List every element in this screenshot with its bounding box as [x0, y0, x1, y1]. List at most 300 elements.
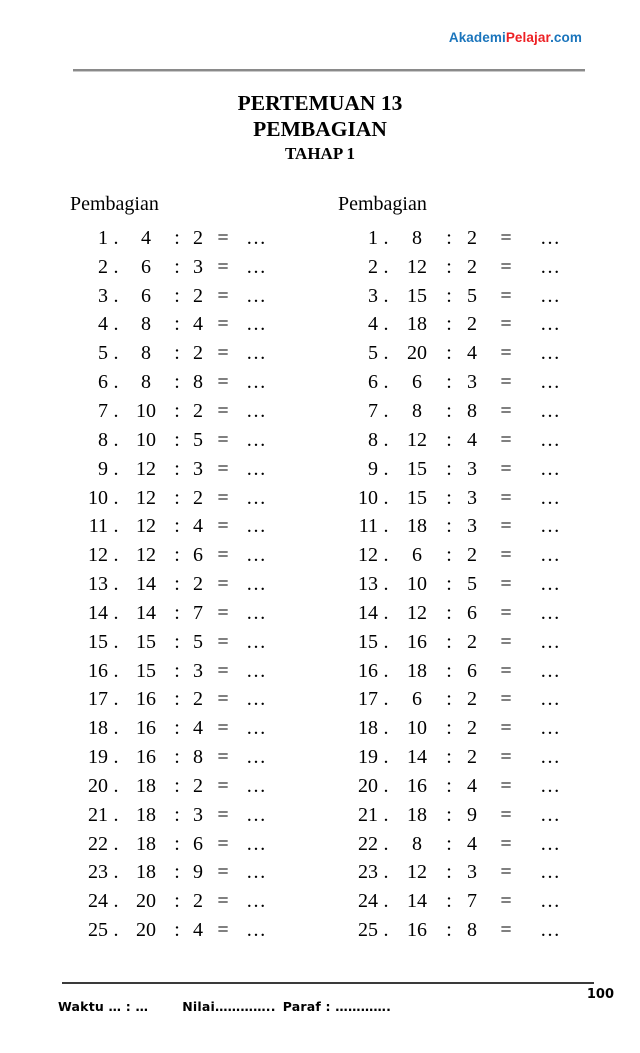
number-separator: . [113, 313, 119, 336]
number-separator: . [383, 832, 389, 855]
number-separator: . [113, 226, 119, 249]
answer-blank: … [540, 890, 562, 913]
answer-blank: … [246, 659, 268, 682]
equals-sign: = [500, 515, 512, 538]
footer-paraf-field: Paraf : …………. [282, 999, 392, 1014]
problem-number: 4 [98, 313, 108, 336]
divisor: 8 [193, 746, 203, 769]
equals-sign: = [217, 399, 229, 422]
divisor: 3 [467, 457, 477, 480]
number-separator: . [383, 630, 389, 653]
dividend: 14 [407, 890, 427, 913]
dividend: 12 [407, 861, 427, 884]
answer-blank: … [540, 428, 562, 451]
dividend: 18 [407, 659, 427, 682]
number-separator: . [383, 688, 389, 711]
problem-row [70, 743, 280, 772]
dividend: 15 [407, 457, 427, 480]
problem-row [338, 541, 574, 570]
equals-sign: = [217, 746, 229, 769]
equals-sign: = [217, 688, 229, 711]
division-sign: : [174, 255, 180, 278]
problem-row [70, 426, 280, 455]
divisor: 3 [467, 486, 477, 509]
problem-number: 7 [98, 399, 108, 422]
dividend: 20 [407, 342, 427, 365]
divisor: 2 [193, 399, 203, 422]
equals-sign: = [217, 342, 229, 365]
answer-blank: … [246, 284, 268, 307]
number-separator: . [113, 919, 119, 942]
problem-number: 21 [88, 803, 108, 826]
problem-number: 10 [358, 486, 378, 509]
answer-blank: … [246, 573, 268, 596]
dividend: 12 [407, 255, 427, 278]
answer-blank: … [540, 226, 562, 249]
equals-sign: = [500, 717, 512, 740]
divisor: 4 [467, 832, 477, 855]
divisor: 8 [467, 399, 477, 422]
dividend: 18 [407, 313, 427, 336]
number-separator: . [113, 717, 119, 740]
divisor: 2 [467, 630, 477, 653]
division-sign: : [174, 399, 180, 422]
problem-number: 19 [88, 746, 108, 769]
dividend: 6 [412, 688, 422, 711]
number-separator: . [113, 659, 119, 682]
division-sign: : [446, 774, 452, 797]
dividend: 14 [136, 601, 156, 624]
problem-number: 19 [358, 746, 378, 769]
problem-row [70, 887, 280, 916]
answer-blank: … [246, 630, 268, 653]
divisor: 2 [467, 544, 477, 567]
number-separator: . [383, 284, 389, 307]
dividend: 20 [136, 890, 156, 913]
equals-sign: = [217, 861, 229, 884]
problem-row [70, 599, 280, 628]
dividend: 16 [407, 774, 427, 797]
division-sign: : [446, 746, 452, 769]
answer-blank: … [540, 861, 562, 884]
answer-blank: … [540, 342, 562, 365]
problem-row [338, 339, 574, 368]
problem-number: 11 [88, 515, 108, 538]
number-separator: . [383, 371, 389, 394]
answer-blank: … [246, 515, 268, 538]
division-sign: : [446, 717, 452, 740]
problem-number: 3 [98, 284, 108, 307]
division-sign: : [174, 515, 180, 538]
answer-blank: … [540, 630, 562, 653]
divisor: 3 [193, 803, 203, 826]
footer-fields [58, 999, 598, 1014]
answer-blank: … [540, 313, 562, 336]
problem-row [338, 599, 574, 628]
divisor: 5 [467, 284, 477, 307]
divisor: 2 [467, 688, 477, 711]
answer-blank: … [246, 399, 268, 422]
number-separator: . [383, 544, 389, 567]
dividend: 18 [407, 803, 427, 826]
dividend: 16 [136, 717, 156, 740]
dividend: 12 [407, 428, 427, 451]
problem-row [338, 887, 574, 916]
problem-row [70, 541, 280, 570]
number-separator: . [383, 399, 389, 422]
equals-sign: = [217, 371, 229, 394]
number-separator: . [113, 255, 119, 278]
answer-blank: … [540, 688, 562, 711]
dividend: 20 [136, 919, 156, 942]
equals-sign: = [500, 746, 512, 769]
division-sign: : [446, 399, 452, 422]
division-sign: : [446, 486, 452, 509]
number-separator: . [113, 832, 119, 855]
equals-sign: = [500, 573, 512, 596]
problem-row [70, 455, 280, 484]
problem-row [70, 657, 280, 686]
equals-sign: = [217, 601, 229, 624]
divisor: 2 [193, 486, 203, 509]
divisor: 7 [467, 890, 477, 913]
answer-blank: … [540, 659, 562, 682]
division-sign: : [446, 313, 452, 336]
dividend: 16 [136, 688, 156, 711]
problem-number: 13 [88, 573, 108, 596]
number-separator: . [383, 601, 389, 624]
equals-sign: = [217, 890, 229, 913]
divisor: 3 [467, 861, 477, 884]
dividend: 10 [136, 428, 156, 451]
equals-sign: = [217, 255, 229, 278]
number-separator: . [113, 746, 119, 769]
equals-sign: = [500, 457, 512, 480]
equals-sign: = [217, 313, 229, 336]
division-sign: : [446, 861, 452, 884]
number-separator: . [383, 226, 389, 249]
dividend: 10 [407, 717, 427, 740]
number-separator: . [383, 313, 389, 336]
dividend: 6 [141, 284, 151, 307]
problem-number: 7 [368, 399, 378, 422]
problem-number: 13 [358, 573, 378, 596]
dividend: 8 [141, 342, 151, 365]
equals-sign: = [500, 919, 512, 942]
number-separator: . [383, 515, 389, 538]
problem-number: 12 [358, 544, 378, 567]
answer-blank: … [246, 486, 268, 509]
site-logo [449, 30, 582, 45]
number-separator: . [383, 342, 389, 365]
dividend: 18 [136, 861, 156, 884]
answer-blank: … [246, 342, 268, 365]
problem-row [70, 311, 280, 340]
division-sign: : [446, 457, 452, 480]
answer-blank: … [540, 717, 562, 740]
division-sign: : [446, 630, 452, 653]
equals-sign: = [500, 342, 512, 365]
footer-nilai-field: Nilai………….. [182, 999, 276, 1014]
footer-waktu-field: Waktu … : … [58, 999, 149, 1014]
answer-blank: … [246, 601, 268, 624]
dividend: 10 [136, 399, 156, 422]
problem-number: 22 [88, 832, 108, 855]
division-sign: : [174, 630, 180, 653]
division-sign: : [446, 688, 452, 711]
problem-row [338, 570, 574, 599]
divisor: 4 [193, 515, 203, 538]
number-separator: . [383, 428, 389, 451]
logo-part-akademi: Akademi [448, 30, 506, 45]
number-separator: . [113, 457, 119, 480]
problem-number: 6 [98, 371, 108, 394]
problem-number: 18 [358, 717, 378, 740]
divisor: 9 [193, 861, 203, 884]
problem-number: 8 [98, 428, 108, 451]
division-sign: : [174, 573, 180, 596]
divisor: 6 [467, 659, 477, 682]
division-sign: : [446, 428, 452, 451]
number-separator: . [383, 457, 389, 480]
equals-sign: = [217, 659, 229, 682]
problem-number: 16 [88, 659, 108, 682]
problem-row [338, 311, 574, 340]
answer-blank: … [540, 573, 562, 596]
divisor: 2 [467, 226, 477, 249]
problem-number: 25 [358, 919, 378, 942]
problem-number: 6 [368, 371, 378, 394]
equals-sign: = [500, 371, 512, 394]
equals-sign: = [500, 630, 512, 653]
problem-number: 1 [98, 226, 108, 249]
column-heading: Pembagian [70, 193, 159, 215]
logo-part-com: .com [550, 30, 582, 45]
problem-number: 21 [358, 803, 378, 826]
problem-number: 9 [368, 457, 378, 480]
problem-number: 24 [88, 890, 108, 913]
division-sign: : [446, 544, 452, 567]
answer-blank: … [246, 255, 268, 278]
header-divider [73, 69, 585, 72]
division-sign: : [446, 890, 452, 913]
number-separator: . [383, 255, 389, 278]
number-separator: . [383, 861, 389, 884]
number-separator: . [383, 803, 389, 826]
equals-sign: = [217, 803, 229, 826]
division-sign: : [446, 573, 452, 596]
problem-row [338, 686, 574, 715]
answer-blank: … [540, 399, 562, 422]
dividend: 6 [412, 544, 422, 567]
column-heading: Pembagian [338, 193, 427, 215]
problem-row [70, 397, 280, 426]
division-sign: : [446, 659, 452, 682]
dividend: 16 [407, 630, 427, 653]
equals-sign: = [217, 457, 229, 480]
answer-blank: … [246, 746, 268, 769]
number-separator: . [113, 544, 119, 567]
divisor: 2 [467, 717, 477, 740]
division-sign: : [446, 601, 452, 624]
dividend: 6 [141, 255, 151, 278]
dividend: 12 [136, 457, 156, 480]
divisor: 2 [467, 255, 477, 278]
division-sign: : [446, 515, 452, 538]
problem-row [338, 859, 574, 888]
problem-row [338, 368, 574, 397]
divisor: 2 [467, 746, 477, 769]
division-sign: : [174, 688, 180, 711]
division-sign: : [446, 919, 452, 942]
number-separator: . [383, 774, 389, 797]
dividend: 12 [136, 486, 156, 509]
number-separator: . [113, 342, 119, 365]
dividend: 4 [141, 226, 151, 249]
divisor: 8 [193, 371, 203, 394]
problem-number: 14 [358, 601, 378, 624]
problem-row [70, 368, 280, 397]
answer-blank: … [540, 832, 562, 855]
footer-divider [62, 982, 594, 984]
divisor: 7 [193, 601, 203, 624]
division-sign: : [174, 486, 180, 509]
problem-number: 12 [88, 544, 108, 567]
problem-row [70, 628, 280, 657]
equals-sign: = [500, 226, 512, 249]
problem-number: 4 [368, 313, 378, 336]
problem-row [338, 743, 574, 772]
divisor: 4 [467, 342, 477, 365]
equals-sign: = [217, 717, 229, 740]
equals-sign: = [500, 428, 512, 451]
answer-blank: … [246, 832, 268, 855]
divisor: 3 [467, 371, 477, 394]
division-sign: : [446, 255, 452, 278]
dividend: 12 [136, 515, 156, 538]
answer-blank: … [246, 861, 268, 884]
dividend: 12 [136, 544, 156, 567]
number-separator: . [113, 803, 119, 826]
dividend: 15 [136, 630, 156, 653]
problem-number: 18 [88, 717, 108, 740]
answer-blank: … [246, 371, 268, 394]
problem-row [338, 657, 574, 686]
title-meeting: PERTEMUAN 13 [237, 91, 403, 115]
equals-sign: = [500, 659, 512, 682]
problem-row [70, 916, 280, 945]
answer-blank: … [246, 313, 268, 336]
divisor: 3 [193, 255, 203, 278]
problem-number: 3 [368, 284, 378, 307]
problem-row [70, 512, 280, 541]
equals-sign: = [217, 486, 229, 509]
problem-number: 9 [98, 457, 108, 480]
number-separator: . [383, 659, 389, 682]
equals-sign: = [500, 313, 512, 336]
title-topic: PEMBAGIAN [253, 117, 387, 141]
number-separator: . [113, 630, 119, 653]
dividend: 6 [412, 371, 422, 394]
problem-row [70, 859, 280, 888]
problem-row [70, 253, 280, 282]
equals-sign: = [500, 544, 512, 567]
equals-sign: = [217, 919, 229, 942]
dividend: 18 [136, 774, 156, 797]
problem-number: 2 [368, 255, 378, 278]
problem-row [70, 570, 280, 599]
dividend: 12 [407, 601, 427, 624]
division-sign: : [174, 601, 180, 624]
answer-blank: … [246, 428, 268, 451]
problem-row [338, 426, 574, 455]
divisor: 4 [193, 919, 203, 942]
problem-number: 14 [88, 601, 108, 624]
dividend: 14 [136, 573, 156, 596]
answer-blank: … [540, 746, 562, 769]
problem-row [70, 339, 280, 368]
problem-row [338, 628, 574, 657]
division-sign: : [174, 803, 180, 826]
equals-sign: = [500, 832, 512, 855]
problem-number: 23 [88, 861, 108, 884]
division-sign: : [446, 226, 452, 249]
answer-blank: … [246, 457, 268, 480]
equals-sign: = [500, 803, 512, 826]
answer-blank: … [540, 803, 562, 826]
equals-sign: = [500, 601, 512, 624]
dividend: 14 [407, 746, 427, 769]
answer-blank: … [246, 688, 268, 711]
divisor: 4 [193, 313, 203, 336]
problem-number: 1 [368, 226, 378, 249]
equals-sign: = [217, 284, 229, 307]
worksheet-title [0, 91, 640, 166]
division-sign: : [174, 832, 180, 855]
dividend: 18 [136, 803, 156, 826]
dividend: 18 [407, 515, 427, 538]
problem-number: 2 [98, 255, 108, 278]
divisor: 5 [467, 573, 477, 596]
equals-sign: = [217, 428, 229, 451]
equals-sign: = [500, 688, 512, 711]
problem-row [70, 484, 280, 513]
equals-sign: = [217, 515, 229, 538]
number-separator: . [113, 601, 119, 624]
divisor: 5 [193, 428, 203, 451]
dividend: 15 [136, 659, 156, 682]
division-sign: : [174, 457, 180, 480]
divisor: 8 [467, 919, 477, 942]
number-separator: . [383, 573, 389, 596]
divisor: 2 [193, 573, 203, 596]
dividend: 8 [141, 313, 151, 336]
divisor: 3 [467, 515, 477, 538]
problem-row [338, 714, 574, 743]
problem-number: 5 [98, 342, 108, 365]
divisor: 4 [193, 717, 203, 740]
number-separator: . [383, 746, 389, 769]
divisor: 2 [193, 688, 203, 711]
problem-column-left [70, 192, 280, 945]
equals-sign: = [217, 774, 229, 797]
division-sign: : [174, 774, 180, 797]
divisor: 3 [193, 457, 203, 480]
problem-column-right [338, 192, 574, 945]
answer-blank: … [246, 803, 268, 826]
division-sign: : [446, 342, 452, 365]
problem-row [338, 397, 574, 426]
